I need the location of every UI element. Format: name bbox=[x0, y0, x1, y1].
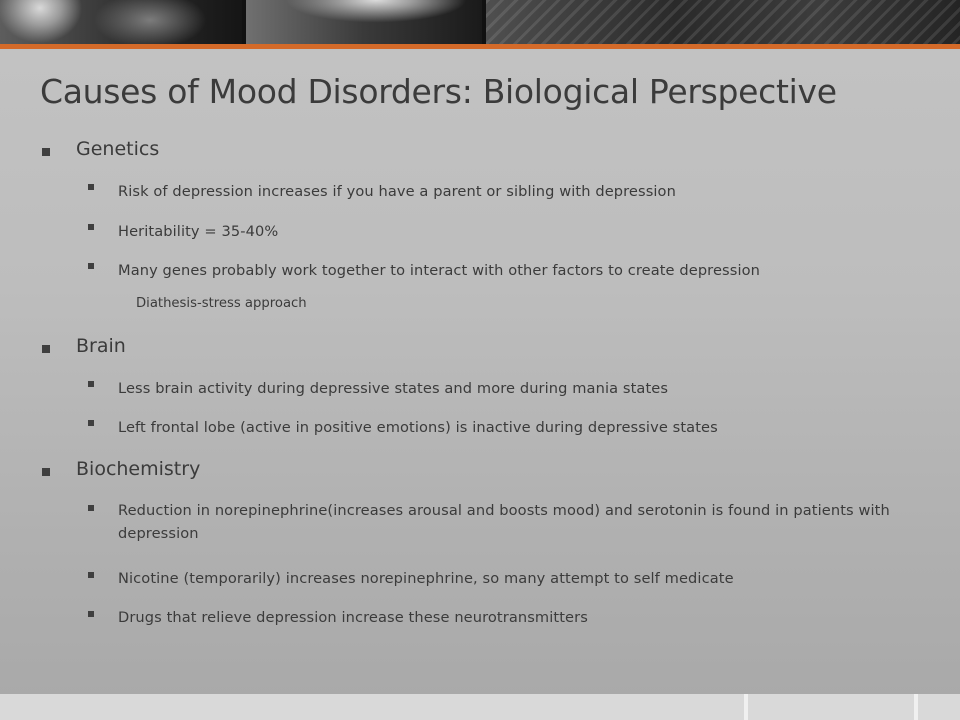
footer-strip bbox=[0, 694, 960, 720]
square-bullet-icon bbox=[88, 570, 94, 581]
footer-segment bbox=[918, 694, 960, 720]
bullet-text: Reduction in norepinephrine(increases arousal and boosts mood) and serotonin is found in patients with depression bbox=[118, 502, 890, 542]
bullet-text: Less brain activity during depressive states and more during mania states bbox=[118, 380, 669, 397]
bullet-text: Nicotine (temporarily) increases norepinephrine, so many attempt to self medicate bbox=[118, 570, 734, 587]
square-bullet-icon bbox=[88, 418, 94, 429]
square-bullet-icon bbox=[88, 182, 94, 193]
bullet-text: Drugs that relieve depression increase these neurotransmitters bbox=[118, 609, 588, 626]
square-bullet-icon bbox=[88, 503, 94, 514]
square-bullet-icon bbox=[42, 342, 50, 357]
section-heading-biochemistry: Biochemistry bbox=[76, 458, 201, 480]
sub-note: Diathesis-stress approach bbox=[136, 296, 307, 311]
footer-segment bbox=[748, 694, 914, 720]
square-bullet-icon bbox=[88, 609, 94, 620]
square-bullet-icon bbox=[88, 222, 94, 233]
bullet-text: Many genes probably work together to interact with other factors to create depression bbox=[118, 262, 760, 279]
section-heading-genetics: Genetics bbox=[76, 138, 160, 160]
square-bullet-icon bbox=[42, 465, 50, 480]
square-bullet-icon bbox=[88, 261, 94, 272]
slide-title: Causes of Mood Disorders: Biological Perspective bbox=[40, 72, 837, 111]
section-heading-brain: Brain bbox=[76, 335, 126, 357]
square-bullet-icon bbox=[88, 379, 94, 390]
square-bullet-icon bbox=[42, 145, 50, 160]
footer-segment bbox=[0, 694, 744, 720]
bullet-text: Heritability = 35-40% bbox=[118, 223, 279, 240]
bullet-text: Risk of depression increases if you have a parent or sibling with depression bbox=[118, 183, 676, 200]
bullet-text: Left frontal lobe (active in positive emotions) is inactive during depressive states bbox=[118, 419, 718, 436]
